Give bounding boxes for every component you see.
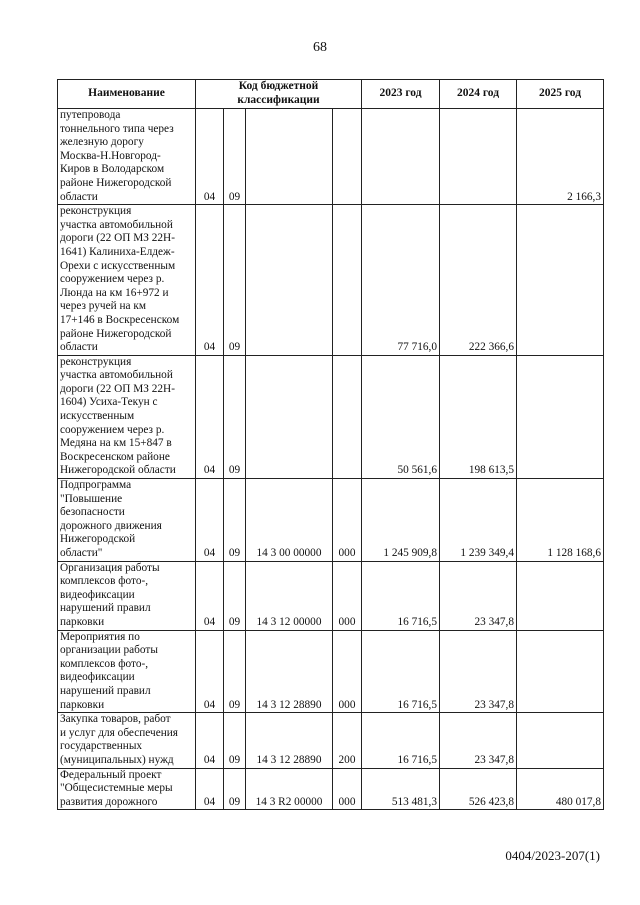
- row-name: Закупка товаров, работ и услуг для обеспечения государственных (муниципальных) нужд: [58, 713, 196, 768]
- code-section: 04: [196, 561, 224, 630]
- table-row: [58, 561, 604, 630]
- value-2025: [517, 630, 604, 713]
- code-expense-type: 000: [333, 768, 362, 810]
- value-2024: [440, 109, 517, 205]
- page-number: 68: [313, 40, 327, 55]
- code-expense-type: 000: [333, 479, 362, 562]
- value-2025: [517, 205, 604, 356]
- value-2024: 1 239 349,4: [440, 479, 517, 562]
- code-subsection: 09: [224, 479, 246, 562]
- row-name: реконструкция участка автомобильной дороги (22 ОП МЗ 22Н- 1604) Усиха-Текун с искусственным сооружением через р. Медяна на км 15+847 в Воскресенском районе Нижегородской области: [58, 355, 196, 478]
- code-target-article: 14 3 00 00000: [246, 479, 333, 562]
- code-subsection: 09: [224, 713, 246, 768]
- value-2025: 480 017,8: [517, 768, 604, 810]
- code-expense-type: [333, 355, 362, 478]
- code-target-article: 14 3 12 28890: [246, 630, 333, 713]
- header-2025: 2025 год: [517, 80, 604, 109]
- code-section: 04: [196, 205, 224, 356]
- value-2023: 513 481,3: [362, 768, 440, 810]
- code-subsection: 09: [224, 768, 246, 810]
- value-2023: 16 716,5: [362, 713, 440, 768]
- value-2025: 1 128 168,6: [517, 479, 604, 562]
- table-row: [58, 713, 604, 768]
- value-2024: 23 347,8: [440, 561, 517, 630]
- value-2023: 1 245 909,8: [362, 479, 440, 562]
- table-row: [58, 479, 604, 562]
- table-row: [58, 205, 604, 356]
- row-name: Федеральный проект "Общесистемные меры развития дорожного: [58, 768, 196, 810]
- value-2023: [362, 109, 440, 205]
- value-2023: 50 561,6: [362, 355, 440, 478]
- row-name: Подпрограмма "Повышение безопасности дорожного движения Нижегородской области": [58, 479, 196, 562]
- document-code: 0404/2023-207(1): [505, 848, 600, 863]
- code-target-article: 14 3 12 28890: [246, 713, 333, 768]
- value-2024: 198 613,5: [440, 355, 517, 478]
- code-expense-type: 000: [333, 561, 362, 630]
- row-name: Мероприятия по организации работы комплексов фото-, видеофиксации нарушений правил парковки: [58, 630, 196, 713]
- code-target-article: [246, 355, 333, 478]
- code-target-article: 14 3 R2 00000: [246, 768, 333, 810]
- value-2025: 2 166,3: [517, 109, 604, 205]
- code-subsection: 09: [224, 109, 246, 205]
- row-name: Организация работы комплексов фото-, видеофиксации нарушений правил парковки: [58, 561, 196, 630]
- code-section: 04: [196, 479, 224, 562]
- code-target-article: [246, 109, 333, 205]
- table-row: [58, 768, 604, 810]
- table-row: [58, 630, 604, 713]
- code-expense-type: [333, 109, 362, 205]
- header-code: Код бюджетной классификации: [196, 80, 362, 109]
- code-section: 04: [196, 355, 224, 478]
- value-2024: 23 347,8: [440, 713, 517, 768]
- value-2024: 526 423,8: [440, 768, 517, 810]
- value-2025: [517, 355, 604, 478]
- value-2023: 16 716,5: [362, 561, 440, 630]
- header-2024: 2024 год: [440, 80, 517, 109]
- code-section: 04: [196, 630, 224, 713]
- code-subsection: 09: [224, 630, 246, 713]
- code-expense-type: [333, 205, 362, 356]
- value-2023: 16 716,5: [362, 630, 440, 713]
- code-section: 04: [196, 768, 224, 810]
- value-2025: [517, 713, 604, 768]
- code-subsection: 09: [224, 205, 246, 356]
- value-2024: 222 366,6: [440, 205, 517, 356]
- code-expense-type: 200: [333, 713, 362, 768]
- table-row: [58, 109, 604, 205]
- code-target-article: [246, 205, 333, 356]
- code-section: 04: [196, 109, 224, 205]
- code-section: 04: [196, 713, 224, 768]
- code-expense-type: 000: [333, 630, 362, 713]
- row-name: реконструкция участка автомобильной дороги (22 ОП МЗ 22Н- 1641) Калиниха-Елдеж- Орехи с искусственным сооружением через р. Люнда на км 16+972 и через ручей на км 17+146 в Воскресенском районе Нижегородской области: [58, 205, 196, 356]
- value-2023: 77 716,0: [362, 205, 440, 356]
- header-row: [58, 80, 604, 109]
- budget-table: [57, 79, 604, 810]
- code-subsection: 09: [224, 355, 246, 478]
- value-2024: 23 347,8: [440, 630, 517, 713]
- code-subsection: 09: [224, 561, 246, 630]
- code-target-article: 14 3 12 00000: [246, 561, 333, 630]
- header-name: Наименование: [58, 80, 196, 109]
- value-2025: [517, 561, 604, 630]
- row-name: путепровода тоннельного типа через железную дорогу Москва-Н.Новгород- Киров в Володарском районе Нижегородской области: [58, 109, 196, 205]
- header-2023: 2023 год: [362, 80, 440, 109]
- table-row: [58, 355, 604, 478]
